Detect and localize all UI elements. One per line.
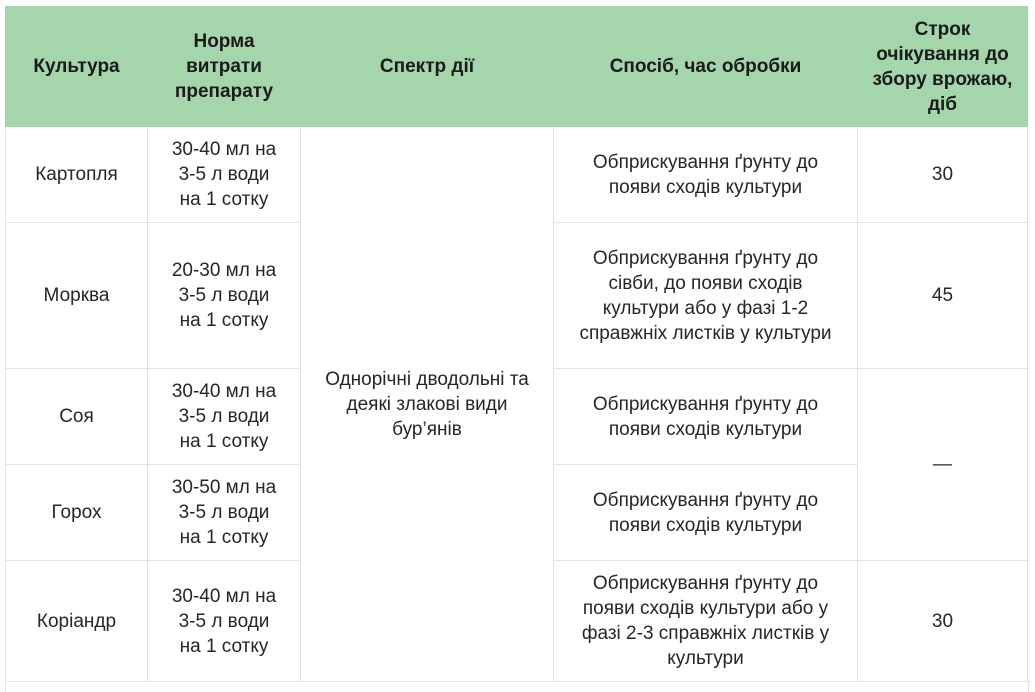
rate-cell: 30-40 мл на 3-5 л води на 1 сотку <box>148 369 301 465</box>
waiting-cell: 30 <box>858 561 1028 682</box>
header-rate: Норма витрати препарату <box>148 7 301 127</box>
crop-cell: Соя <box>6 369 148 465</box>
crop-cell: Коріандр <box>6 561 148 682</box>
waiting-cell: 45 <box>858 223 1028 369</box>
crop-cell: Картопля <box>6 127 148 223</box>
method-cell: Обприскування ґрунту до сівби, до появи сходів культури або у фазі 1-2 справжніх листків у культури <box>554 223 858 369</box>
header-crop: Культура <box>6 7 148 127</box>
header-waiting: Строк очікування до збору врожаю, діб <box>858 7 1028 127</box>
table-continuation <box>5 680 1029 692</box>
rate-cell: 30-40 мл на 3-5 л води на 1 сотку <box>148 561 301 682</box>
rate-cell: 30-50 мл на 3-5 л води на 1 сотку <box>148 465 301 561</box>
waiting-cell: 30 <box>858 127 1028 223</box>
waiting-cell-shared: — <box>858 369 1028 561</box>
table-row <box>6 127 1028 223</box>
crop-cell: Горох <box>6 465 148 561</box>
method-cell: Обприскування ґрунту до появи сходів культури або у фазі 2-3 справжніх листків у культури <box>554 561 858 682</box>
herbicide-table <box>5 6 1028 682</box>
method-cell: Обприскування ґрунту до появи сходів культури <box>554 369 858 465</box>
header-spectrum: Спектр дії <box>301 7 554 127</box>
crop-cell: Морква <box>6 223 148 369</box>
spectrum-cell: Однорічні дводольні та деякі злакові види бур’янів <box>301 127 554 682</box>
method-cell: Обприскування ґрунту до появи сходів культури <box>554 127 858 223</box>
header-method: Спосіб, час обробки <box>554 7 858 127</box>
method-cell: Обприскування ґрунту до появи сходів культури <box>554 465 858 561</box>
rate-cell: 30-40 мл на 3-5 л води на 1 сотку <box>148 127 301 223</box>
table-header-row <box>6 7 1028 127</box>
rate-cell: 20-30 мл на 3-5 л води на 1 сотку <box>148 223 301 369</box>
